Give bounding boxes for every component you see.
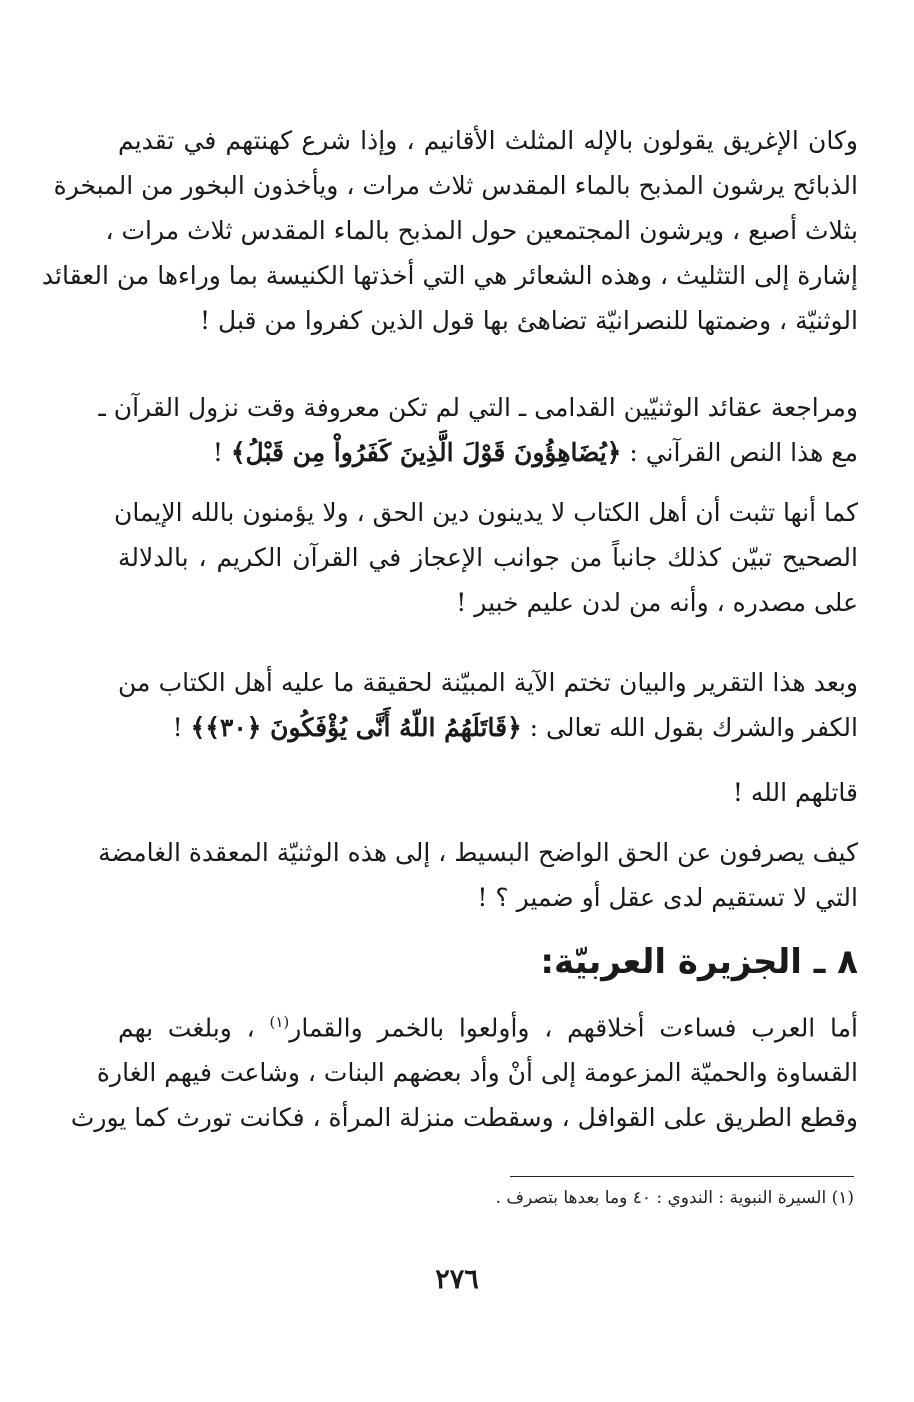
footnote-ref: (١) — [269, 1013, 290, 1031]
text-line: ومراجعة عقائد الوثنيّين القدامى ـ التي لم تكن معروفة وقت نزول القرآن ـ — [98, 393, 858, 422]
text-line: وقطع الطريق على القوافل ، وسقطت منزلة المرأة ، فكانت تورث كما يورث — [70, 1103, 858, 1133]
paragraph-2 — [98, 385, 858, 475]
paragraph-5 — [118, 770, 858, 815]
text-line — [118, 705, 858, 750]
text-line: كيف يصرفون عن الحق الواضح البسيط ، إلى هذه الوثنيّة المعقدة الغامضة — [98, 838, 858, 867]
quran-verse: ﴿قَاتَلَهُمُ اللّهُ أَنَّى يُؤْفَكُونَ ﴿٣٠﴾﴾ — [190, 713, 522, 742]
quran-verse: ﴿يُضَاهِؤُونَ قَوْلَ الَّذِينَ كَفَرُواْ مِن قَبْلُ﴾ — [230, 438, 622, 467]
text-line: وكان الإغريق يقولون بالإله المثلث الأقانيم ، وإذا شرع كهنتهم في تقديم — [118, 126, 858, 155]
page-number: ٢٧٦ — [435, 1264, 479, 1295]
text-line: الصحيح تبيّن كذلك جانباً من جوانب الإعجاز في القرآن الكريم ، بالدلالة — [118, 543, 858, 572]
text-fragment: الكفر والشرك بقول الله تعالى : — [521, 713, 858, 742]
footnote-divider — [510, 1176, 854, 1177]
text-fragment: ، وبلغت بهم — [118, 1013, 270, 1043]
paragraph-6 — [98, 830, 858, 920]
text-line: كما أنها تثبت أن أهل الكتاب لا يدينون دين الحق ، ولا يؤمنون بالله الإيمان — [113, 498, 858, 527]
paragraph-4 — [118, 660, 858, 750]
footnote: (١) السيرة النبوية : الندوي : ٤٠ وما بعدها بتصرف . — [495, 1188, 854, 1208]
paragraph-1 — [41, 118, 858, 343]
text-line: الوثنيّة ، وضمتها للنصرانيّة تضاهئ بها قول الذين كفروا من قبل ! — [200, 306, 858, 335]
text-line: الذبائح يرشون المذبح بالماء المقدس ثلاث مرات ، ويأخذون البخور من المبخرة — [53, 171, 858, 200]
text-fragment: مع هذا النص القرآني : — [621, 438, 858, 467]
text-line: على مصدره ، وأنه من لدن عليم خبير ! — [456, 588, 858, 617]
text-line — [118, 1000, 858, 1050]
text-line — [118, 430, 858, 475]
text-line: بثلاث أصبع ، ويرشون المجتمعين حول المذبح بالماء المقدس ثلاث مرات ، — [105, 216, 858, 245]
text-line: القساوة والحميّة المزعومة إلى أنْ وأد بعضهم البنات ، وشاعت فيهم الغارة — [96, 1058, 858, 1088]
paragraph-3 — [113, 490, 858, 625]
text-line: التي لا تستقيم لدى عقل أو ضمير ؟ ! — [477, 883, 858, 912]
text-fragment: أما العرب فساءت أخلاقهم ، وأولعوا بالخمر والقمار — [289, 1013, 858, 1043]
paragraph-7 — [70, 1000, 858, 1140]
text-line: قاتلهم الله ! — [732, 778, 858, 807]
text-line: وبعد هذا التقرير والبيان تختم الآية المبيّنة لحقيقة ما عليه أهل الكتاب من — [118, 668, 858, 697]
section-heading: ٨ ـ الجزيرة العربيّة: — [540, 942, 858, 982]
text-fragment: ! — [212, 438, 231, 467]
text-fragment: ! — [172, 713, 191, 742]
text-line: إشارة إلى التثليث ، وهذه الشعائر هي التي أخذتها الكنيسة بما وراءها من العقائد — [41, 261, 858, 290]
